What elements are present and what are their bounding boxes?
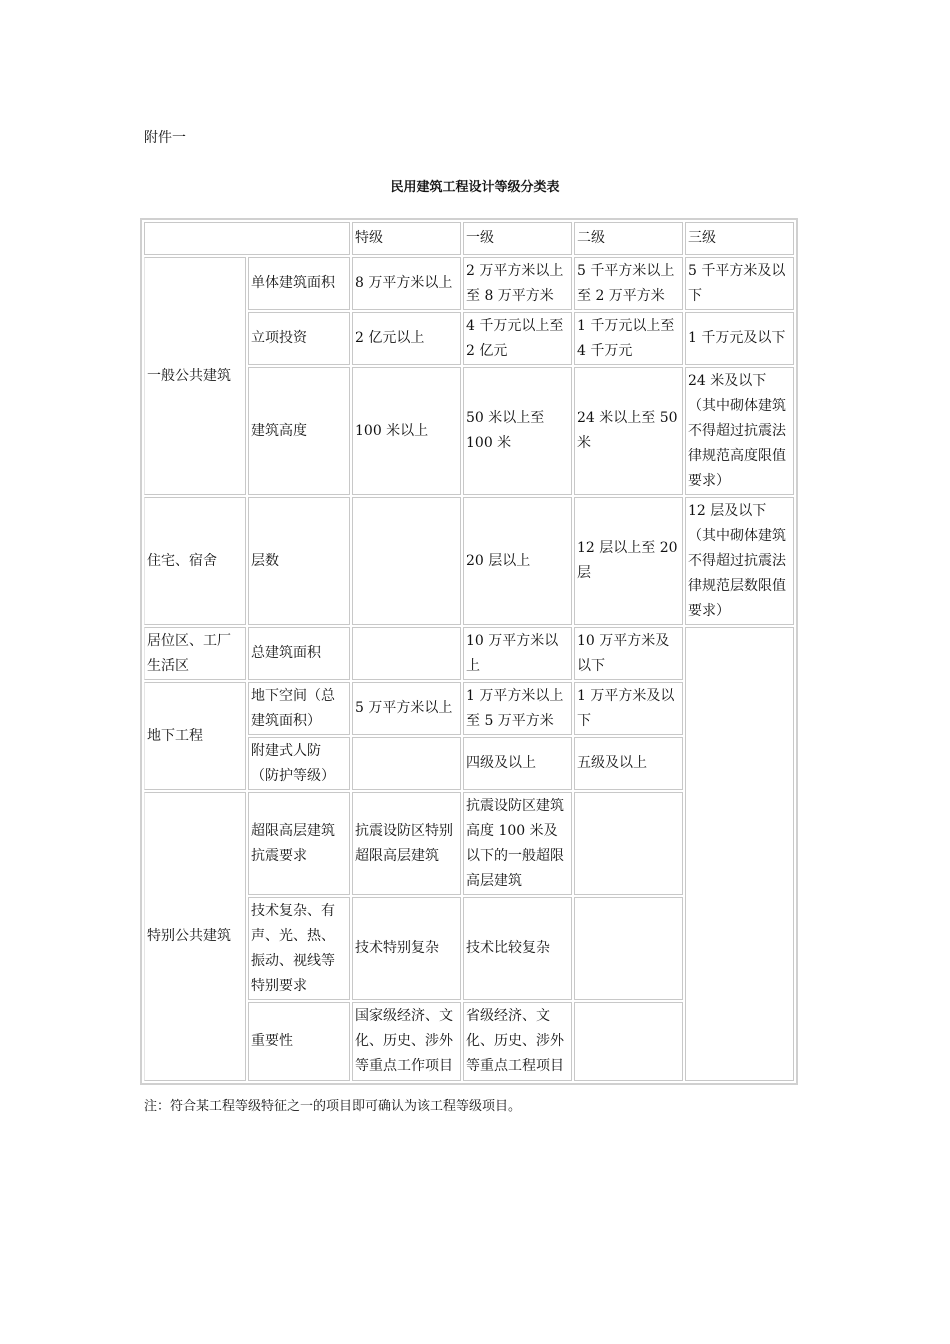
- header-grade1: 一级: [463, 222, 572, 255]
- value-cell-special: 抗震设防区特别超限高层建筑: [352, 792, 461, 895]
- value-cell-grade2: 12 层以上至 20 层: [574, 497, 683, 625]
- item-cell: 单体建筑面积: [248, 257, 350, 310]
- value-cell-special: [352, 497, 461, 625]
- value-cell-grade2: [574, 792, 683, 895]
- value-cell-special: 100 米以上: [352, 367, 461, 495]
- value-cell-grade1: 50 米以上至 100 米: [463, 367, 572, 495]
- item-cell: 超限高层建筑抗震要求: [248, 792, 350, 895]
- table-header-row: [144, 222, 794, 255]
- item-cell: 建筑高度: [248, 367, 350, 495]
- value-cell-grade3: 24 米及以下（其中砌体建筑不得超过抗震法律规范高度限值要求）: [685, 367, 794, 495]
- value-cell-special: [352, 627, 461, 680]
- value-cell-grade1: 省级经济、文化、历史、涉外等重点工程项目: [463, 1002, 572, 1081]
- value-cell-grade3: 12 层及以下（其中砌体建筑不得超过抗震法律规范层数限值要求）: [685, 497, 794, 625]
- category-underground: 地下工程: [144, 682, 246, 790]
- empty-grade3-cell: [685, 627, 794, 1081]
- value-cell-special: 2 亿元以上: [352, 312, 461, 365]
- footnote: 注：符合某工程等级特征之一的项目即可确认为该工程等级项目。: [144, 1099, 522, 1114]
- item-cell: 重要性: [248, 1002, 350, 1081]
- value-cell-special: 技术特别复杂: [352, 897, 461, 1000]
- category-special-public: 特别公共建筑: [144, 792, 246, 1081]
- page-title: 民用建筑工程设计等级分类表: [390, 180, 560, 195]
- category-residential: 住宅、宿舍: [144, 497, 246, 625]
- classification-table-wrap: [140, 218, 798, 1085]
- value-cell-grade3: 5 千平方米及以下: [685, 257, 794, 310]
- value-cell-grade2: [574, 897, 683, 1000]
- item-cell: 技术复杂、有声、光、热、振动、视线等特别要求: [248, 897, 350, 1000]
- value-cell-grade1: 4 千万元以上至 2 亿元: [463, 312, 572, 365]
- value-cell-special: 5 万平方米以上: [352, 682, 461, 735]
- header-blank-cell: [144, 222, 350, 255]
- table-row: [144, 627, 794, 680]
- value-cell-grade1: 技术比较复杂: [463, 897, 572, 1000]
- value-cell-grade2: 1 千万元以上至 4 千万元: [574, 312, 683, 365]
- value-cell-grade2: 24 米以上至 50 米: [574, 367, 683, 495]
- item-cell: 附建式人防（防护等级）: [248, 737, 350, 790]
- value-cell-grade1: 2 万平方米以上至 8 万平方米: [463, 257, 572, 310]
- value-cell-grade1: 20 层以上: [463, 497, 572, 625]
- value-cell-grade2: [574, 1002, 683, 1081]
- value-cell-grade3: 1 千万元及以下: [685, 312, 794, 365]
- classification-table: [140, 218, 798, 1085]
- item-cell: 立项投资: [248, 312, 350, 365]
- header-special: 特级: [352, 222, 461, 255]
- table-row: [144, 257, 794, 310]
- header-grade2: 二级: [574, 222, 683, 255]
- attachment-label: 附件一: [144, 130, 186, 146]
- value-cell-special: 国家级经济、文化、历史、涉外等重点工作项目: [352, 1002, 461, 1081]
- value-cell-grade2: 1 万平方米及以下: [574, 682, 683, 735]
- item-cell: 总建筑面积: [248, 627, 350, 680]
- item-cell: 地下空间（总建筑面积）: [248, 682, 350, 735]
- category-general-public: 一般公共建筑: [144, 257, 246, 495]
- value-cell-grade1: 1 万平方米以上至 5 万平方米: [463, 682, 572, 735]
- header-grade3: 三级: [685, 222, 794, 255]
- value-cell-grade1: 四级及以上: [463, 737, 572, 790]
- category-residential-area: 居位区、工厂生活区: [144, 627, 246, 680]
- value-cell-grade1: 抗震设防区建筑高度 100 米及以下的一般超限高层建筑: [463, 792, 572, 895]
- value-cell-grade2: 5 千平方米以上至 2 万平方米: [574, 257, 683, 310]
- value-cell-special: [352, 737, 461, 790]
- value-cell-special: 8 万平方米以上: [352, 257, 461, 310]
- value-cell-grade2: 10 万平方米及以下: [574, 627, 683, 680]
- item-cell: 层数: [248, 497, 350, 625]
- value-cell-grade1: 10 万平方米以上: [463, 627, 572, 680]
- table-row: [144, 497, 794, 625]
- value-cell-grade2: 五级及以上: [574, 737, 683, 790]
